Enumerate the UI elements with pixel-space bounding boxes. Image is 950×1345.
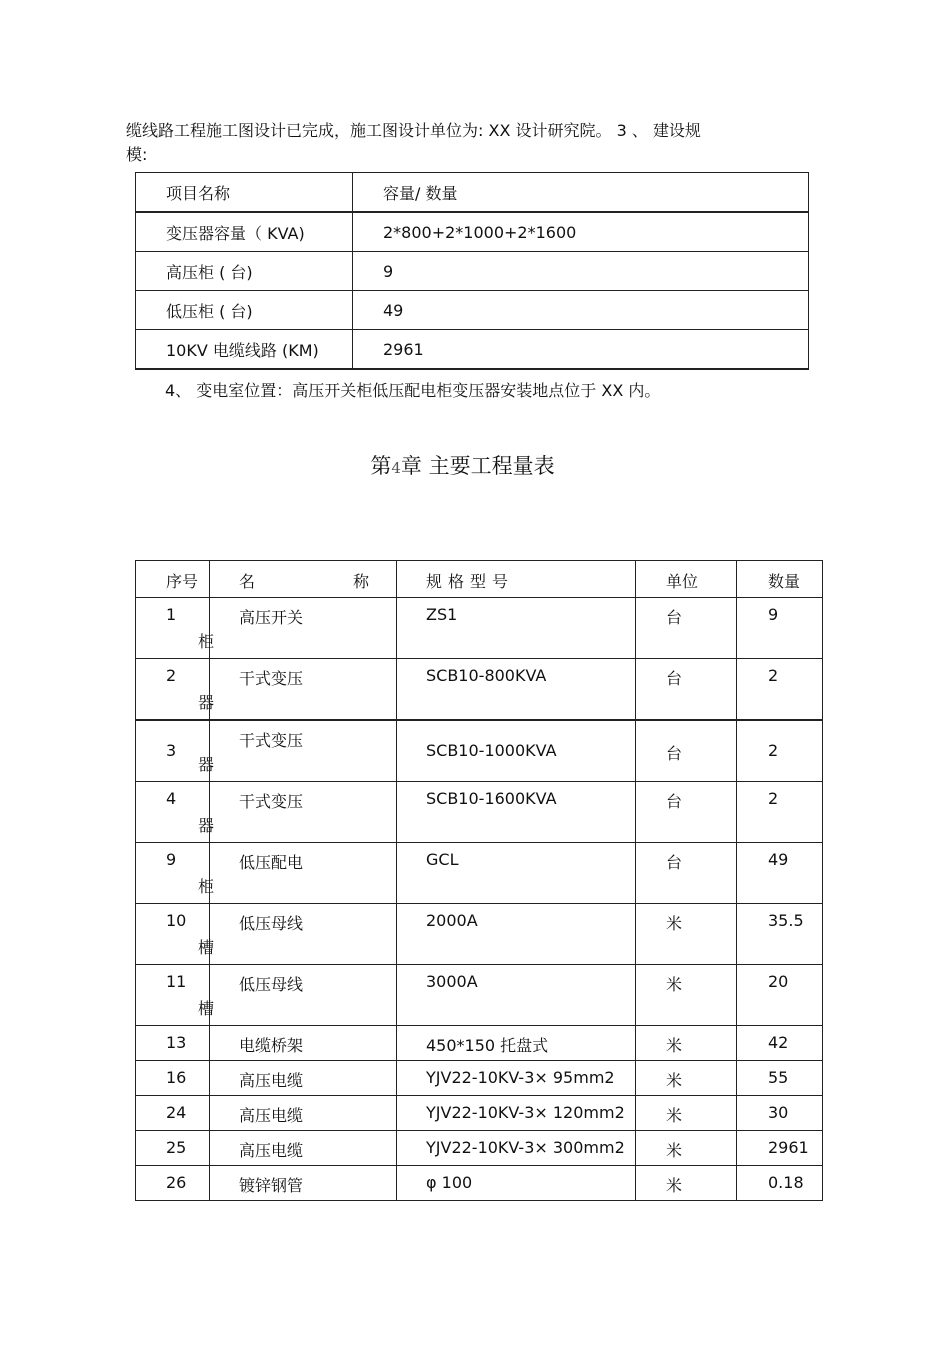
spec-cell-text: 2000A [426, 911, 478, 930]
construction-scale-table [135, 172, 809, 370]
spec-cell [397, 1096, 636, 1131]
qty-cell [737, 1131, 823, 1166]
table-row [136, 659, 823, 721]
name-cell [210, 1061, 397, 1096]
table-header-row [136, 561, 823, 598]
chapter-prefix: 第 [370, 454, 392, 478]
unit-cell-text: 台 [666, 669, 683, 688]
name-cell-text: 低压母线 [239, 914, 304, 933]
name-cell-text: 干式变压 [239, 792, 304, 811]
header-no-label: 序号 [166, 572, 199, 591]
name-cell [210, 1166, 397, 1201]
no-cell-text: 2 [166, 666, 177, 685]
table-row [136, 965, 823, 1026]
no-cell-text: 11 [166, 972, 187, 991]
main-quantities-table [135, 560, 823, 1201]
qty-cell [737, 782, 823, 843]
name-cell-text: 干式变压 [239, 669, 304, 688]
unit-cell-text: 米 [666, 975, 683, 994]
spec-cell [397, 720, 636, 782]
qty-cell [737, 1026, 823, 1061]
header-qty-label: 数量 [768, 572, 801, 591]
name-cell-text: 镀锌钢管 [239, 1176, 304, 1195]
table-cell: 9 [353, 252, 809, 291]
qty-cell-text: 2 [768, 741, 779, 760]
unit-cell [636, 1061, 737, 1096]
no-cell-text: 10 [166, 911, 187, 930]
spec-cell-text: SCB10-1000KVA [426, 741, 557, 760]
table-row [136, 1131, 823, 1166]
name-wrap-text: 器 [198, 693, 215, 712]
spec-cell [397, 843, 636, 904]
table-row [136, 1166, 823, 1201]
name-cell-text: 低压母线 [239, 975, 304, 994]
name-cell-text: 高压开关 [239, 608, 304, 627]
header-capacity: 容量/ 数量 [353, 173, 809, 213]
name-cell [198, 843, 397, 904]
name-cell [198, 904, 397, 965]
qty-cell-text: 20 [768, 972, 789, 991]
unit-cell [636, 1131, 737, 1166]
table-cell: 高压柜 ( 台) [136, 252, 353, 291]
qty-cell-text: 2961 [768, 1138, 809, 1157]
unit-cell [636, 1166, 737, 1201]
header-name [210, 561, 397, 598]
chapter-number: 4 [391, 459, 401, 477]
unit-cell-text: 台 [666, 792, 683, 811]
spec-cell [397, 782, 636, 843]
spec-cell-text: 450*150 托盘式 [426, 1036, 549, 1055]
name-wrap-text: 槽 [198, 999, 215, 1018]
spec-cell-text: SCB10-1600KVA [426, 789, 557, 808]
no-cell-text: 25 [166, 1138, 187, 1157]
no-cell-text: 9 [166, 850, 177, 869]
unit-cell [636, 598, 737, 659]
table-row [136, 212, 809, 252]
qty-cell [737, 720, 823, 782]
unit-cell-text: 米 [666, 1106, 683, 1125]
header-name-right: 称 [352, 572, 369, 591]
spec-cell-text: YJV22-10KV-3× 300mm2 [426, 1138, 625, 1157]
qty-cell-text: 42 [768, 1033, 789, 1052]
qty-cell [737, 1166, 823, 1201]
spec-cell-text: GCL [426, 850, 459, 869]
spec-cell [397, 1166, 636, 1201]
name-cell [198, 720, 397, 782]
unit-cell-text: 米 [666, 1141, 683, 1160]
spec-cell [397, 1026, 636, 1061]
name-cell-text: 低压配电 [239, 853, 304, 872]
name-cell [198, 782, 397, 843]
unit-cell-text: 台 [666, 608, 683, 627]
unit-cell [636, 659, 737, 721]
qty-cell [737, 659, 823, 721]
table-row [136, 782, 823, 843]
unit-cell-text: 米 [666, 1036, 683, 1055]
name-cell-text: 高压电缆 [239, 1071, 304, 1090]
name-cell [210, 1131, 397, 1166]
no-cell-text: 24 [166, 1103, 187, 1122]
intro-paragraph-line: 模: [126, 145, 148, 164]
qty-cell [737, 1061, 823, 1096]
name-cell [210, 1096, 397, 1131]
name-wrap-text: 器 [198, 755, 215, 774]
spec-cell-text: YJV22-10KV-3× 120mm2 [426, 1103, 625, 1122]
table-cell: 2961 [353, 330, 809, 370]
qty-cell [737, 1096, 823, 1131]
chapter-suffix: 章 主要工程量表 [400, 454, 555, 478]
unit-cell [636, 843, 737, 904]
table-cell: 低压柜 ( 台) [136, 291, 353, 330]
table-row [136, 252, 809, 291]
header-unit [636, 561, 737, 598]
spec-cell-text: 3000A [426, 972, 478, 991]
header-item-name: 项目名称 [136, 173, 353, 213]
unit-cell [636, 782, 737, 843]
unit-cell-text: 米 [666, 1071, 683, 1090]
no-cell-text: 3 [166, 741, 177, 760]
header-name-left: 名 [239, 572, 256, 591]
name-cell [198, 965, 397, 1026]
qty-cell-text: 55 [768, 1068, 789, 1087]
qty-cell-text: 0.18 [768, 1173, 804, 1192]
unit-cell [636, 720, 737, 782]
no-cell [136, 1096, 210, 1131]
no-cell-text: 4 [166, 789, 177, 808]
spec-cell [397, 965, 636, 1026]
no-cell [136, 1166, 210, 1201]
spec-cell-text: SCB10-800KVA [426, 666, 547, 685]
name-cell [210, 1026, 397, 1061]
spec-cell [397, 1131, 636, 1166]
header-qty [737, 561, 823, 598]
name-cell-text: 电缆桥架 [239, 1036, 304, 1055]
no-cell [136, 1131, 210, 1166]
qty-cell-text: 2 [768, 789, 779, 808]
table-row [136, 843, 823, 904]
header-spec-label: 规格型号 [426, 572, 515, 591]
name-cell-text: 高压电缆 [239, 1141, 304, 1160]
intro-paragraph-line: 缆线路工程施工图设计已完成，施工图设计单位为: XX 设计研究院。 3 、 建设规 [126, 121, 701, 140]
substation-location-text: 4、 变电室位置：高压开关柜低压配电柜变压器安装地点位于 XX 内。 [165, 381, 661, 400]
table-row [136, 1096, 823, 1131]
qty-cell [737, 843, 823, 904]
table-cell: 49 [353, 291, 809, 330]
name-wrap-text: 槽 [198, 938, 215, 957]
unit-cell [636, 1026, 737, 1061]
spec-cell-text: YJV22-10KV-3× 95mm2 [426, 1068, 615, 1087]
header-unit-label: 单位 [666, 572, 699, 591]
table-row [136, 904, 823, 965]
table-row [136, 330, 809, 370]
qty-cell [737, 904, 823, 965]
spec-cell-text: ZS1 [426, 605, 458, 624]
header-name-label [239, 569, 369, 592]
unit-cell-text: 米 [666, 1176, 683, 1195]
header-spec [397, 561, 636, 598]
unit-cell-text: 台 [666, 853, 683, 872]
no-cell-text: 1 [166, 605, 177, 624]
table-row [136, 1026, 823, 1061]
name-cell [198, 659, 397, 721]
spec-cell [397, 1061, 636, 1096]
spec-cell-text: φ 100 [426, 1173, 473, 1192]
name-wrap-text: 器 [198, 816, 215, 835]
name-cell [198, 598, 397, 659]
unit-cell-text: 米 [666, 914, 683, 933]
table-row [136, 291, 809, 330]
table-header-row [136, 173, 809, 213]
table-row [136, 720, 823, 782]
qty-cell-text: 2 [768, 666, 779, 685]
qty-cell-text: 35.5 [768, 911, 804, 930]
no-cell [136, 1061, 210, 1096]
table-row [136, 1061, 823, 1096]
header-no [136, 561, 210, 598]
no-cell-text: 26 [166, 1173, 187, 1192]
name-cell-text: 高压电缆 [239, 1106, 304, 1125]
table-cell: 10KV 电缆线路 (KM) [136, 330, 353, 370]
table-row [136, 598, 823, 659]
no-cell [136, 1026, 210, 1061]
qty-cell [737, 598, 823, 659]
unit-cell [636, 904, 737, 965]
unit-cell [636, 1096, 737, 1131]
spec-cell [397, 598, 636, 659]
qty-cell-text: 30 [768, 1103, 789, 1122]
spec-cell [397, 904, 636, 965]
unit-cell-text: 台 [666, 744, 683, 763]
qty-cell-text: 49 [768, 850, 789, 869]
chapter-title [0, 450, 925, 480]
name-wrap-text: 柜 [198, 632, 215, 651]
name-cell-text: 干式变压 [239, 731, 304, 750]
spec-cell [397, 659, 636, 721]
qty-cell-text: 9 [768, 605, 779, 624]
table-cell: 2*800+2*1000+2*1600 [353, 212, 809, 252]
unit-cell [636, 965, 737, 1026]
name-wrap-text: 柜 [198, 877, 215, 896]
no-cell-text: 13 [166, 1033, 187, 1052]
no-cell-text: 16 [166, 1068, 187, 1087]
qty-cell [737, 965, 823, 1026]
table-cell: 变压器容量（ KVA) [136, 212, 353, 252]
